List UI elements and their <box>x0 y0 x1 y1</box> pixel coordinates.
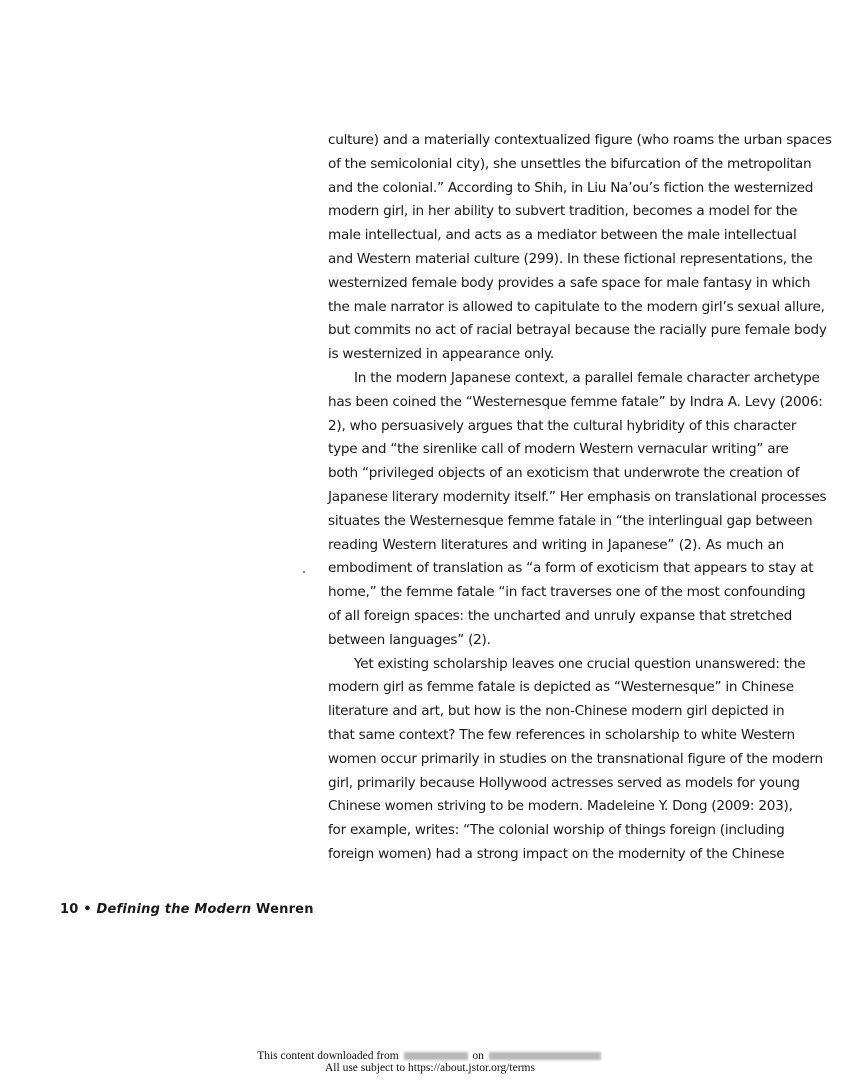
text-line: male intellectual, and acts as a mediator between the male intellectual <box>328 227 797 244</box>
text-line: situates the Westernesque femme fatale in “the interlingual gap between <box>328 512 813 529</box>
paragraph <box>328 653 823 867</box>
text-line: In the modern Japanese context, a parallel female character archetype <box>354 369 820 386</box>
text-line: the male narrator is allowed to capitulate to the modern girl’s sexual allure, <box>328 298 825 315</box>
paragraph <box>328 367 827 653</box>
text-line: Japanese literary modernity itself.” Her emphasis on translational processes <box>328 488 827 505</box>
book-title-italic: Defining the Modern <box>96 902 252 917</box>
jstor-download-line <box>0 1050 860 1062</box>
text-line: Yet existing scholarship leaves one crucial question unanswered: the <box>354 655 806 672</box>
paragraph <box>328 129 832 367</box>
text-line: women occur primarily in studies on the transnational figure of the modern <box>328 750 823 767</box>
text-line: of all foreign spaces: the uncharted and unruly expanse that stretched <box>328 607 792 624</box>
text-line: modern girl, in her ability to subvert tradition, becomes a model for the <box>328 203 798 220</box>
jstor-notice <box>0 1050 860 1074</box>
footer-separator: • <box>83 902 92 917</box>
text-line: culture) and a materially contextualized figure (who roams the urban spaces <box>328 132 832 148</box>
body-text <box>328 129 832 867</box>
text-line: both “privileged objects of an exoticism that underwrote the creation of <box>328 465 800 482</box>
text-line: modern girl as femme fatale is depicted as “Westernesque” in Chinese <box>328 679 794 696</box>
text-line: westernized female body provides a safe space for male fantasy in which <box>328 274 811 291</box>
text-line: Chinese women striving to be modern. Madeleine Y. Dong (2009: 203), <box>328 798 793 815</box>
text-line: but commits no act of racial betrayal because the racially pure female body <box>328 322 827 339</box>
text-line: is westernized in appearance only. <box>328 346 554 363</box>
download-prefix: This content downloaded from <box>257 1050 399 1062</box>
redacted-date <box>489 1052 601 1060</box>
text-line: reading Western literatures and writing in Japanese” (2). As much an <box>328 536 784 553</box>
text-line: for example, writes: “The colonial worship of things foreign (including <box>328 822 785 839</box>
text-line: that same context? The few references in scholarship to white Western <box>328 726 795 743</box>
text-line: type and “the sirenlike call of modern Western vernacular writing” are <box>328 441 789 458</box>
text-line: between languages” (2). <box>328 631 491 648</box>
stray-mark <box>303 571 305 573</box>
text-line: embodiment of translation as “a form of exoticism that appears to stay at <box>328 560 814 577</box>
jstor-terms-line: All use subject to https://about.jstor.org/terms <box>325 1062 535 1074</box>
text-line: literature and art, but how is the non-Chinese modern girl depicted in <box>328 703 785 720</box>
text-line: of the semicolonial city), she unsettles the bifurcation of the metropolitan <box>328 155 812 172</box>
redacted-ip <box>404 1052 468 1060</box>
download-on: on <box>472 1050 484 1062</box>
text-line: girl, primarily because Hollywood actresses served as models for young <box>328 774 800 791</box>
text-line: home,” the femme fatale “in fact traverses one of the most confounding <box>328 584 806 601</box>
book-title-roman: Wenren <box>256 902 314 917</box>
running-footer <box>60 902 314 917</box>
text-line: and Western material culture (299). In these fictional representations, the <box>328 250 813 267</box>
text-line: 2), who persuasively argues that the cultural hybridity of this character <box>328 417 797 434</box>
text-line: foreign women) had a strong impact on the modernity of the Chinese <box>328 845 785 862</box>
text-line: has been coined the “Westernesque femme fatale” by Indra A. Levy (2006: <box>328 393 823 410</box>
page-number: 10 <box>60 902 79 917</box>
text-line: and the colonial.” According to Shih, in Liu Na’ou’s fiction the westernized <box>328 179 814 196</box>
